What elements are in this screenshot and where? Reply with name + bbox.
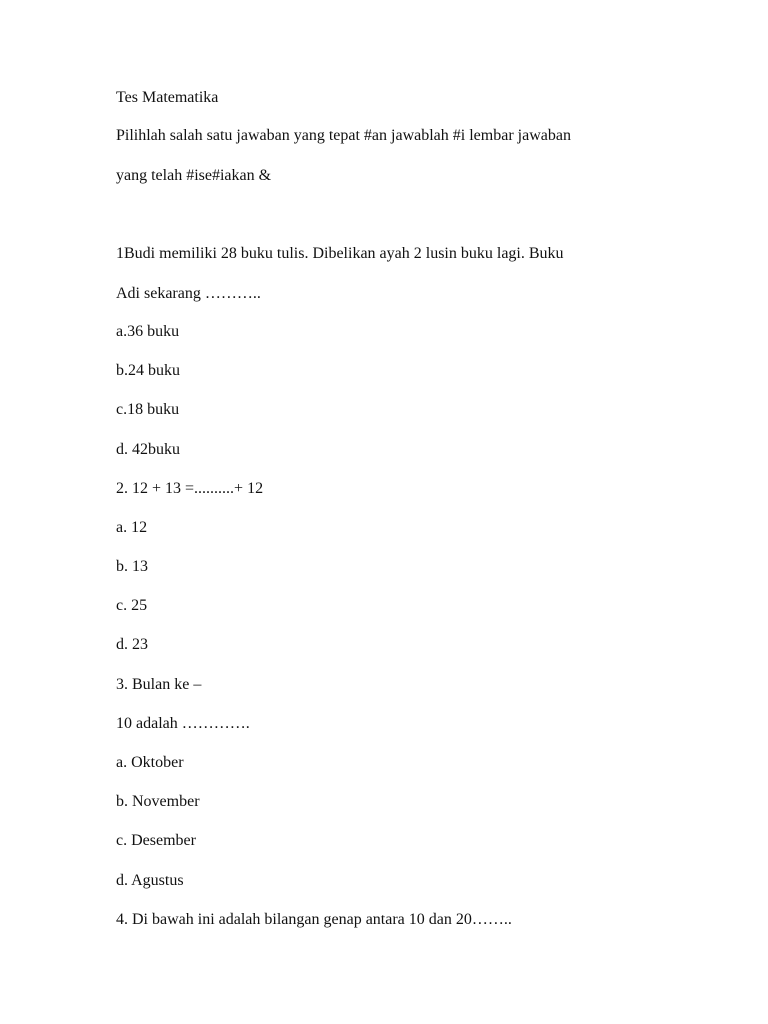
question-2-option-a: a. 12 <box>116 519 148 536</box>
instructions-line-2: yang telah #ise#iakan & <box>116 167 272 184</box>
document-title: Tes Matematika <box>116 89 219 106</box>
question-3-option-d: d. Agustus <box>116 872 184 889</box>
instructions-line-1: Pilihlah salah satu jawaban yang tepat #an jawablah #i lembar jawaban <box>116 127 571 144</box>
question-2-option-d: d. 23 <box>116 636 148 653</box>
question-1-text-line-2: Adi sekarang ……….. <box>116 285 261 302</box>
question-2-option-b: b. 13 <box>116 558 148 575</box>
question-1-option-c: c.18 buku <box>116 401 180 418</box>
question-3-option-c: c. Desember <box>116 832 196 849</box>
question-3-text-line-1: 3. Bulan ke – <box>116 676 202 693</box>
question-4-text: 4. Di bawah ini adalah bilangan genap antara 10 dan 20…….. <box>116 911 512 928</box>
question-3-text-line-2: 10 adalah …………. <box>116 715 250 732</box>
question-3-option-b: b. November <box>116 793 200 810</box>
question-3-option-a: a. Oktober <box>116 754 184 771</box>
question-1-option-a: a.36 buku <box>116 323 180 340</box>
question-1-option-d: d. 42buku <box>116 441 180 458</box>
question-1-option-b: b.24 buku <box>116 362 180 379</box>
question-2-option-c: c. 25 <box>116 597 148 614</box>
question-2-text: 2. 12 + 13 =..........+ 12 <box>116 480 264 497</box>
question-1-text-line-1: 1Budi memiliki 28 buku tulis. Dibelikan ayah 2 lusin buku lagi. Buku <box>116 245 564 262</box>
